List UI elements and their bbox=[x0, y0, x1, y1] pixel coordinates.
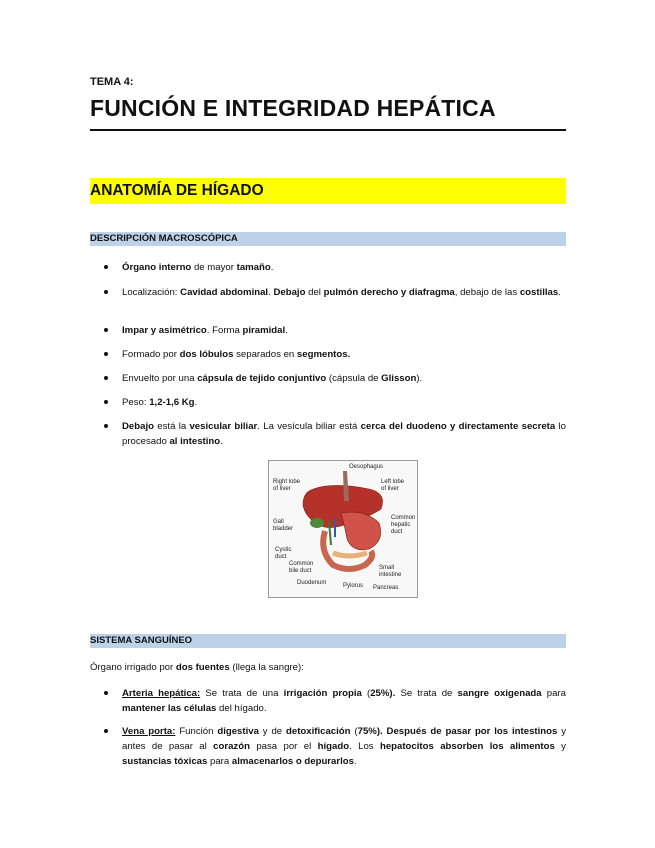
label-right-lobe: Right lobe of liver bbox=[273, 479, 301, 492]
list-item: Localización: Cavidad abdominal. Debajo del pulmón derecho y diafragma, debajo de las costillas. bbox=[90, 285, 566, 300]
list-item: Arteria hepática: Se trata de una irrigación propia (25%). Se trata de sangre oxigenada para mantener las células del hígado. bbox=[90, 686, 566, 716]
section-heading-anatomia: ANATOMÍA DE HÍGADO bbox=[90, 178, 566, 204]
topic-number: TEMA 4: bbox=[90, 76, 134, 88]
label-pylorus: Pylorus bbox=[343, 583, 364, 589]
label-small-intestine: Small intestine bbox=[379, 565, 402, 578]
blood-supply-intro: Órgano irrigado por dos fuentes (llega la sangre): bbox=[90, 662, 304, 673]
label-common-hepatic-duct: Common hepatic duct bbox=[391, 515, 416, 535]
list-item: Vena porta: Función digestiva y de detoxificación (75%). Después de pasar por los intestinos y antes de pasar al corazón pasa por el hígado. Los hepatocitos absorben los alimentos y sustancias tóxicas para almacenarlos o depurarlos. bbox=[90, 724, 566, 769]
list-item: Formado por dos lóbulos separados en segmentos. bbox=[90, 347, 566, 362]
label-duodenum: Duodenum bbox=[297, 580, 327, 586]
list-item: Órgano interno de mayor tamaño. bbox=[90, 260, 566, 275]
label-gall-bladder: Gall bladder bbox=[273, 519, 294, 532]
list-item: Impar y asimétrico. Forma piramidal. bbox=[90, 323, 566, 338]
label-oesophagus: Oesophagus bbox=[349, 464, 384, 470]
title-underline bbox=[90, 129, 566, 131]
list-item: Peso: 1,2-1,6 Kg. bbox=[90, 395, 566, 410]
list-item: Debajo está la vesicular biliar. La vesícula biliar está cerca del duodeno y directamente secreta lo procesado al intestino. bbox=[90, 419, 566, 449]
page-title: FUNCIÓN E INTEGRIDAD HEPÁTICA bbox=[90, 95, 496, 121]
label-cystic-duct: Cystic duct bbox=[275, 547, 292, 560]
subheading-descripcion: DESCRIPCIÓN MACROSCÓPICA bbox=[90, 232, 566, 246]
label-common-bile-duct: Common bile duct bbox=[289, 561, 314, 574]
liver-anatomy-diagram bbox=[268, 460, 418, 598]
subheading-sistema-sanguineo: SISTEMA SANGUÍNEO bbox=[90, 634, 566, 648]
label-left-lobe: Left lobe of liver bbox=[381, 479, 405, 492]
label-pancreas: Pancreas bbox=[373, 585, 399, 591]
page-top-mark bbox=[318, 0, 332, 3]
list-item: Envuelto por una cápsula de tejido conjuntivo (cápsula de Glisson). bbox=[90, 371, 566, 386]
